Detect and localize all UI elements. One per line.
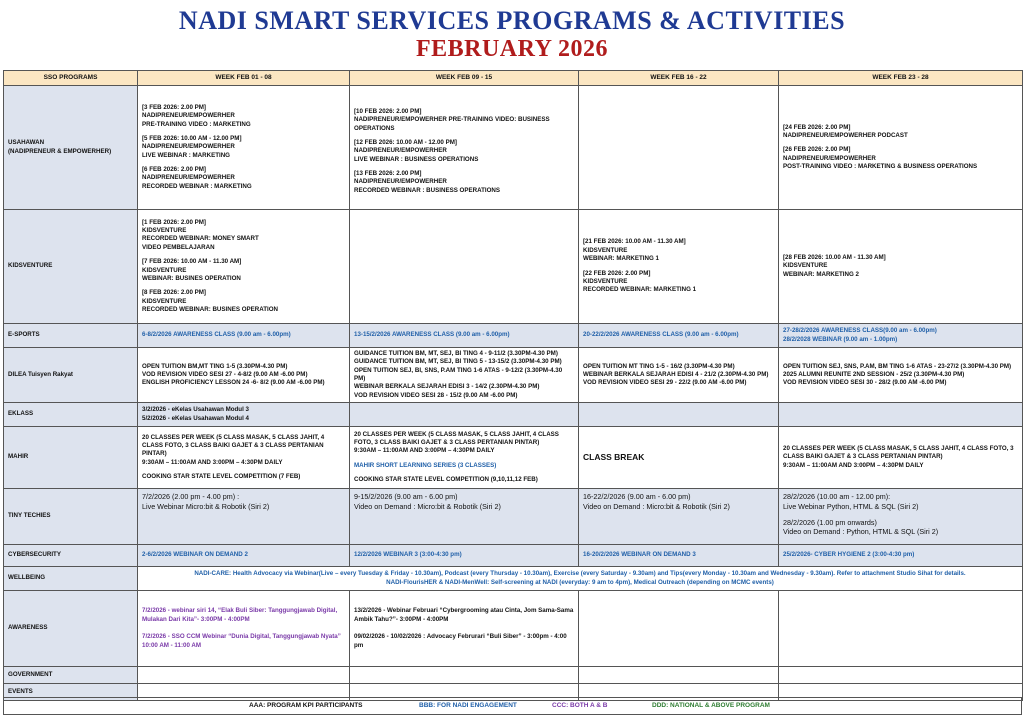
tinytechies-week-2 — [350, 489, 579, 545]
cell-line: NADIPRENEUR/EMPOWERHER — [142, 143, 235, 151]
kidsventure-week-2 — [350, 210, 579, 324]
cell-line: [26 FEB 2026: 2.00 PM] — [783, 146, 851, 154]
cell-line: LIVE WEBINAR : MARKETING — [142, 151, 230, 159]
cell-line: OPEN TUITION SEJ, SNS, P.AM, BM TING 1-6 ATAS - 23-27/2 (3.30PM-4.30 PM) — [783, 362, 1012, 370]
cell-line: [5 FEB 2026: 10.00 AM - 12.00 PM] — [142, 134, 242, 142]
kidsventure-week-4 — [779, 210, 1023, 324]
mahir-week-2-classes — [354, 431, 574, 456]
cell-line: [22 FEB 2026: 2.00 PM] — [583, 269, 651, 277]
program-awareness: AWARENESS — [4, 591, 138, 667]
cell-line: [3 FEB 2026: 2.00 PM] — [142, 103, 206, 111]
cell-line: OPEN TUITION MT TING 1-5 - 16/2 (3.30PM-4.30 PM) — [583, 362, 735, 370]
eklass-week-2 — [350, 403, 579, 427]
cell-line: VOD REVISION VIDEO SESI 27 - 4-8/2 (9.00 AM -6.00 PM) — [142, 370, 308, 378]
usahawan-week-2 — [350, 86, 579, 210]
cell-line: RECORDED WEBINAR : MARKETING — [142, 182, 252, 190]
esports-week-2: 13-15/2/2026 AWARENESS CLASS (9.00 am - 6.00pm) — [350, 324, 579, 348]
esports-week-1: 6-8/2/2026 AWARENESS CLASS (9.00 am - 6.00pm) — [138, 324, 350, 348]
row-esports — [4, 324, 1023, 348]
cell-line: WEBINAR: BUSINES OPERATION — [142, 274, 241, 282]
cell-gap — [354, 624, 574, 633]
tinytechies-week-3 — [579, 489, 779, 545]
cell-line: VIDEO PEMBELAJARAN — [142, 243, 215, 251]
cell-line: [21 FEB 2026: 10.00 AM - 11.30 AM] — [583, 238, 686, 246]
program-label: USAHAWAN — [8, 139, 45, 147]
cell-line: [8 FEB 2026: 2.00 PM] — [142, 289, 206, 297]
cell-line: 28/2/2028 WEBINAR (9.00 am - 1.00pm) — [783, 335, 898, 343]
cell-line: NADIPRENEUR/EMPOWERHER — [783, 154, 876, 162]
cell-line: Video on Demand : Python, HTML & SQL (Siri 2) — [783, 527, 939, 537]
cell-line: VOD REVISION VIDEO SESI 29 - 22/2 (9.00 AM -6.00 PM) — [583, 379, 747, 387]
cell-line: NADIPRENEUR/EMPOWERHER — [142, 174, 235, 182]
government-week-4 — [779, 667, 1023, 684]
cell-line: 16-22/2/2026 (9.00 am - 6.00 pm) — [583, 492, 691, 502]
class-break-label: CLASS BREAK — [583, 451, 645, 462]
cyber-week-4: 25/2/2026- CYBER HYGIENE 2 (3:00-4:30 pm) — [779, 545, 1023, 567]
cell-line: 9-15/2/2026 (9.00 am - 6.00 pm) — [354, 492, 458, 502]
cell-line: 20 CLASSES PER WEEK (5 CLASS MASAK, 5 CLASS JAHIT, 4 CLASS FOTO, 3 CLASS BAIKI GAJET & 3 CLASS PERTANIAN PINTAR) — [354, 430, 559, 447]
cell-line: VOD REVISION VIDEO SESI 30 - 28/2 (9.00 AM -6.00 PM) — [783, 379, 947, 387]
row-wellbeing — [4, 567, 1023, 591]
program-events: EVENTS — [4, 684, 138, 701]
legend-ccc: CCC: BOTH A & B — [552, 702, 608, 709]
program-label: (NADIPRENEUR & EMPOWERHER) — [8, 147, 112, 155]
kidsventure-week-1 — [138, 210, 350, 324]
header-week-2: WEEK FEB 09 - 15 — [350, 71, 579, 86]
cell-line: 09/02/2026 - 10/02/2026 : Advocacy Februrari “Buli Siber” - 3:00pm - 4:00 pm — [354, 633, 567, 649]
row-dilea — [4, 348, 1023, 403]
cell-line: 9:30AM – 11:00AM AND 3:00PM – 4:30PM DAILY — [354, 447, 495, 455]
cell-line: 2025 ALUMNI REUNITE 2ND SESSION - 25/2 (3.30PM-4.30 PM) — [783, 370, 965, 378]
row-usahawan — [4, 86, 1023, 210]
cell-line: POST-TRAINING VIDEO : MARKETING & BUSINESS OPERATIONS — [783, 163, 978, 171]
cell-line: Video on Demand : Micro:bit & Robotik (Siri 2) — [354, 501, 501, 511]
esports-week-3: 20-22/2/2026 AWARENESS CLASS (9.00 am - 6.00pm) — [579, 324, 779, 348]
cell-line: Live Webinar Python, HTML & SQL (Siri 2) — [783, 501, 919, 511]
cell-line: RECORDED WEBINAR: MONEY SMART — [142, 235, 259, 243]
dilea-week-4 — [779, 348, 1023, 403]
cell-line: WEBINAR BERKALA SEJARAH EDISI 3 - 14/2 (2.30PM-4.30 PM) — [354, 383, 540, 391]
cell-line: [24 FEB 2026: 2.00 PM] — [783, 123, 851, 131]
cell-line: NADIPRENEUR/EMPOWERHER — [142, 112, 235, 120]
row-government — [4, 667, 1023, 684]
eklass-week-4 — [779, 403, 1023, 427]
mahir-week-2-competition: COOKING STAR STATE LEVEL COMPETITION (9,10,11,12 FEB) — [354, 476, 538, 484]
mahir-week-4 — [779, 427, 1023, 489]
cell-line: [28 FEB 2026: 10.00 AM - 11.30 AM] — [783, 253, 886, 261]
row-cybersecurity — [4, 545, 1023, 567]
cell-line: [13 FEB 2026: 2.00 PM] — [354, 170, 422, 178]
cell-line: 9:30AM – 11:00AM AND 3:00PM – 4:30PM DAILY — [142, 458, 283, 466]
program-tinytechies: TINY TECHIES — [4, 489, 138, 545]
header-row — [4, 71, 1023, 86]
government-week-2 — [350, 667, 579, 684]
wellbeing-flourisher: NADI-FlourisHER & NADI-MenWell: Self-screening at NADI (everyday: 9 am to 4pm), Medical Outreach (depending on MCMC events) — [386, 578, 774, 586]
program-wellbeing: WELLBEING — [4, 567, 138, 591]
cell-line: 28/2/2026 (1.00 pm onwards) — [783, 517, 877, 527]
mahir-week-2 — [350, 427, 579, 489]
cell-line: ENGLISH PROFICIENCY LESSON 24 -6- 8/2 (9.00 AM -6.00 PM) — [142, 379, 325, 387]
eklass-week-3 — [579, 403, 779, 427]
cell-line: LIVE WEBINAR : BUSINESS OPERATIONS — [354, 155, 479, 163]
kidsventure-week-3 — [579, 210, 779, 324]
program-dilea: DILEA Tuisyen Rakyat — [4, 348, 138, 403]
program-esports: E-SPORTS — [4, 324, 138, 348]
cell-line: 13/2/2026 - Webinar Februari “Cybergrooming atau Cinta, Jom Sama-Sama Ambik Tahu?”- 3:00PM - 4:00PM — [354, 607, 574, 623]
cell-line: 7/2/2026 (2.00 pm - 4.00 pm) : — [142, 492, 240, 502]
cell-line: 3/2/2026 - eKelas Usahawan Modul 3 — [142, 406, 249, 414]
awareness-week-2 — [350, 591, 579, 667]
program-usahawan — [4, 86, 138, 210]
dilea-week-1 — [138, 348, 350, 403]
awareness-week-1 — [138, 591, 350, 667]
cell-line: WEBINAR BERKALA SEJARAH EDISI 4 - 21/2 (2.30PM-4.30 PM) — [583, 370, 769, 378]
cyber-week-1: 2-6/2/2026 WEBINAR ON DEMAND 2 — [138, 545, 350, 567]
cell-line: GUIDANCE TUITION BM, MT, SEJ, BI TING 5 - 13-15/2 (3.30PM-4.30 PM) — [354, 358, 562, 366]
cell-line: 7/2/2026 - webinar siri 14, “Elak Buli Siber: Tanggungjawab Digital, Mulakan Dari Kita”- 3:00PM - 4:00PM — [142, 607, 338, 623]
esports-week-4 — [779, 324, 1023, 348]
cell-line: Video on Demand : Micro:bit & Robotik (Siri 2) — [583, 501, 730, 511]
awareness-week-4 — [779, 591, 1023, 667]
page-title: NADI SMART SERVICES PROGRAMS & ACTIVITIES — [178, 6, 846, 35]
row-awareness — [4, 591, 1023, 667]
header-week-1: WEEK FEB 01 - 08 — [138, 71, 350, 86]
tinytechies-week-4 — [779, 489, 1023, 545]
cell-line: [7 FEB 2026: 10.00 AM - 11.30 AM] — [142, 258, 242, 266]
cell-line: OPEN TUITION BM,MT TING 1-5 (3.30PM-4.30 PM) — [142, 362, 288, 370]
cell-line: WEBINAR: MARKETING 2 — [783, 270, 859, 278]
mahir-short-learning: MAHIR SHORT LEARNING SERIES (3 CLASSES) — [354, 461, 497, 469]
cell-line: WEBINAR: MARKETING 1 — [583, 255, 659, 263]
usahawan-week-1 — [138, 86, 350, 210]
cell-line: RECORDED WEBINAR: MARKETING 1 — [583, 286, 697, 294]
government-week-3 — [579, 667, 779, 684]
cell-line: 28/2/2026 (10.00 am - 12.00 pm): — [783, 492, 891, 502]
cell-line: 20 CLASSES PER WEEK (5 CLASS MASAK, 5 CLASS JAHIT, 4 CLASS FOTO, 3 CLASS BAIKI GAJET & 3 CLASS PERTANIAN PINTAR) — [142, 433, 325, 458]
dilea-week-2 — [350, 348, 579, 403]
cell-line: [10 FEB 2026: 2.00 PM] — [354, 107, 422, 115]
cyber-week-2: 12/2/2026 WEBINAR 3 (3:00-4:30 pm) — [350, 545, 579, 567]
cell-line: Live Webinar Micro:bit & Robotik (Siri 2) — [142, 501, 270, 511]
cell-line: NADIPRENEUR/EMPOWERHER PODCAST — [783, 131, 908, 139]
legend-aaa: AAA: PROGRAM KPI PARTICIPANTS — [249, 702, 363, 709]
mahir-week-3 — [579, 427, 779, 489]
header-week-3: WEEK FEB 16 - 22 — [579, 71, 779, 86]
usahawan-week-3 — [579, 86, 779, 210]
cell-line: KIDSVENTURE — [783, 262, 828, 270]
usahawan-week-4 — [779, 86, 1023, 210]
cyber-week-3: 16-20/2/2026 WEBINAR ON DEMAND 3 — [579, 545, 779, 567]
tinytechies-week-4-text — [783, 492, 1018, 537]
cell-line: PRE-TRAINING VIDEO : MARKETING — [142, 120, 251, 128]
row-tinytechies — [4, 489, 1023, 545]
program-mahir: MAHIR — [4, 427, 138, 489]
row-kidsventure — [4, 210, 1023, 324]
mahir-week-1 — [138, 427, 350, 489]
program-eklass: EKLASS — [4, 403, 138, 427]
cell-line: NADIPRENEUR/EMPOWERHER — [354, 147, 447, 155]
row-eklass — [4, 403, 1023, 427]
cell-line: NADIPRENEUR/EMPOWERHER — [354, 178, 447, 186]
program-government: GOVERNMENT — [4, 667, 138, 684]
cell-line: GUIDANCE TUITION BM, MT, SEJ, BI TING 4 - 9-11/2 (3.30PM-4.30 PM) — [354, 350, 558, 357]
cell-line: KIDSVENTURE — [142, 227, 187, 235]
schedule-table — [3, 70, 1023, 701]
cell-line: RECORDED WEBINAR : BUSINESS OPERATIONS — [354, 186, 500, 194]
cell-line: RECORDED WEBINAR: BUSINES OPERATION — [142, 305, 279, 313]
tinytechies-week-1-text — [142, 492, 345, 511]
program-kidsventure: KIDSVENTURE — [4, 210, 138, 324]
row-mahir — [4, 427, 1023, 489]
government-week-1 — [138, 667, 350, 684]
legend-ddd: DDD: NATIONAL & ABOVE PROGRAM — [652, 702, 770, 709]
dilea-week-3 — [579, 348, 779, 403]
awareness-week-3 — [579, 591, 779, 667]
cell-line: 27-28/2/2026 AWARENESS CLASS(9.00 am - 6.00pm) — [783, 327, 937, 335]
page-subtitle: FEBRUARY 2026 — [415, 36, 609, 62]
header-programs: SSO PROGRAMS — [4, 71, 138, 86]
cell-line: KIDSVENTURE — [142, 266, 187, 274]
cell-line: 9:30AM – 11:00AM AND 3:00PM – 4:30PM DAILY — [783, 461, 924, 469]
program-cybersecurity: CYBERSECURITY — [4, 545, 138, 567]
header-week-4: WEEK FEB 23 - 28 — [779, 71, 1023, 86]
cell-line: 5/2/2026 - eKelas Usahawan Modul 4 — [142, 414, 249, 422]
cell-line: VOD REVISION VIDEO SESI 28 - 15/2 (9.00 AM -6.00 PM) — [354, 391, 518, 399]
legend-bar — [3, 697, 1022, 715]
tinytechies-week-2-text — [354, 492, 574, 511]
legend-bbb: BBB: FOR NADI ENGAGEMENT — [419, 702, 517, 709]
cell-line: KIDSVENTURE — [142, 297, 187, 305]
cell-gap — [142, 624, 345, 633]
wellbeing-nadi-care: NADI-CARE: Health Advocacy via Webinar(Live – every Tuesday & Friday - 10.30am), Podcast (every Thursday - 10.30am), Exercise (every Saturday - 9.30am) and Tips(every Monday - 10.30am and Wednesday - 9.30am). Refer to attachment Studio Sihat for details. — [194, 570, 966, 578]
cell-line: 7/2/2026 - SSO CCM Webinar “Dunia Digital, Tanggungjawab Nyata” 10:00 AM - 11:00 AM — [142, 633, 341, 649]
tinytechies-week-3-text — [583, 492, 774, 511]
cell-line: KIDSVENTURE — [583, 277, 628, 285]
wellbeing-all-weeks — [138, 567, 1023, 591]
eklass-week-1 — [138, 403, 350, 427]
cell-line: [12 FEB 2026: 10.00 AM - 12.00 PM] — [354, 138, 457, 146]
cell-line: OPEN TUITION SEJ, BI, SNS, P.AM TING 1-6 ATAS - 9-12/2 (3.30PM-4.30 PM) — [354, 366, 563, 383]
cell-line: COOKING STAR STATE LEVEL COMPETITION (7 FEB) — [142, 473, 301, 481]
cell-line: 20 CLASSES PER WEEK (5 CLASS MASAK, 5 CLASS JAHIT, 4 CLASS FOTO, 3 CLASS BAIKI GAJET & 3 CLASS PERTANIAN PINTAR) — [783, 445, 1014, 461]
cell-line: KIDSVENTURE — [583, 246, 628, 254]
cell-line: NADIPRENEUR/EMPOWERHER PRE-TRAINING VIDEO: BUSINESS OPERATIONS — [354, 116, 550, 132]
cell-line: [6 FEB 2026: 2.00 PM] — [142, 166, 206, 174]
tinytechies-week-1 — [138, 489, 350, 545]
cell-line: [1 FEB 2026: 2.00 PM] — [142, 218, 206, 226]
